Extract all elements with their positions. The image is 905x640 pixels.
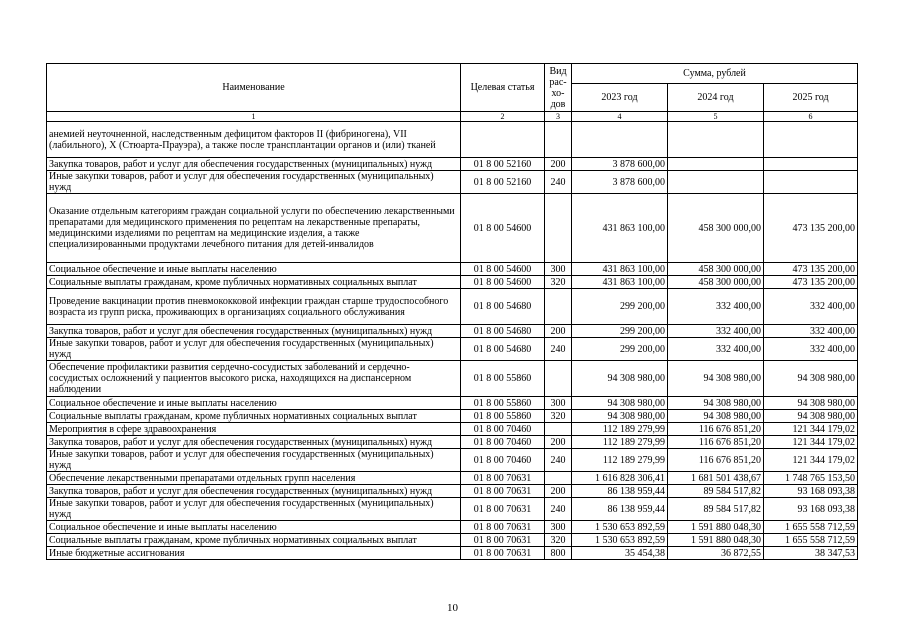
row-sum-2023: 3 878 600,00	[572, 171, 668, 194]
row-sum-2024: 458 300 000,00	[668, 263, 764, 276]
row-target-article: 01 8 00 55860	[461, 361, 545, 397]
row-sum-2024: 36 872,55	[668, 547, 764, 560]
table-row	[47, 338, 858, 361]
header-year-2024: 2024 год	[668, 84, 764, 112]
row-target-article: 01 8 00 70460	[461, 423, 545, 436]
row-expense-type: 240	[545, 449, 572, 472]
table-row	[47, 436, 858, 449]
row-expense-type: 800	[545, 547, 572, 560]
row-sum-2023: 1 530 653 892,59	[572, 521, 668, 534]
row-expense-type: 240	[545, 338, 572, 361]
row-sum-2025: 1 655 558 712,59	[764, 521, 858, 534]
row-sum-2025: 1 748 765 153,50	[764, 472, 858, 485]
row-sum-2024	[668, 171, 764, 194]
row-sum-2023: 299 200,00	[572, 325, 668, 338]
table-row	[47, 521, 858, 534]
row-sum-2024: 89 584 517,82	[668, 485, 764, 498]
table-row	[47, 410, 858, 423]
row-sum-2025: 93 168 093,38	[764, 498, 858, 521]
row-name: Иные закупки товаров, работ и услуг для обеспечения государственных (муниципальных) нужд	[47, 449, 461, 472]
row-sum-2025: 121 344 179,02	[764, 436, 858, 449]
row-sum-2024: 332 400,00	[668, 289, 764, 325]
table-row	[47, 194, 858, 263]
table-row	[47, 534, 858, 547]
row-sum-2023: 112 189 279,99	[572, 423, 668, 436]
row-expense-type: 200	[545, 436, 572, 449]
row-sum-2024: 332 400,00	[668, 338, 764, 361]
row-sum-2024: 94 308 980,00	[668, 410, 764, 423]
row-name: Социальное обеспечение и иные выплаты населению	[47, 521, 461, 534]
row-sum-2024: 332 400,00	[668, 325, 764, 338]
table-row	[47, 485, 858, 498]
row-sum-2023: 94 308 980,00	[572, 361, 668, 397]
row-expense-type: 200	[545, 158, 572, 171]
row-target-article: 01 8 00 70631	[461, 547, 545, 560]
row-expense-type: 200	[545, 325, 572, 338]
row-name: Оказание отдельным категориям граждан социальной услуги по обеспечению лекарственными препаратами для медицинского применения по рецептам на лекарственные препараты, медицинскими изделиями по рецептам на медицинские изделия, а также специализированными продуктами лечебного питания для детей-инвалидов	[47, 194, 461, 263]
row-expense-type: 240	[545, 171, 572, 194]
row-target-article: 01 8 00 54680	[461, 289, 545, 325]
row-sum-2024: 116 676 851,20	[668, 449, 764, 472]
col-index-3: 3	[545, 112, 572, 122]
row-target-article: 01 8 00 54600	[461, 194, 545, 263]
row-target-article: 01 8 00 52160	[461, 171, 545, 194]
row-target-article: 01 8 00 70631	[461, 498, 545, 521]
row-sum-2025: 332 400,00	[764, 325, 858, 338]
table-row	[47, 289, 858, 325]
row-target-article: 01 8 00 54600	[461, 263, 545, 276]
row-sum-2023: 86 138 959,44	[572, 485, 668, 498]
row-sum-2025: 94 308 980,00	[764, 410, 858, 423]
header-sum: Сумма, рублей	[572, 64, 858, 84]
row-expense-type	[545, 194, 572, 263]
col-index-6: 6	[764, 112, 858, 122]
row-name: Обеспечение лекарственными препаратами отдельных групп населения	[47, 472, 461, 485]
col-index-1: 1	[47, 112, 461, 122]
table-row	[47, 325, 858, 338]
row-expense-type: 320	[545, 410, 572, 423]
row-expense-type	[545, 423, 572, 436]
row-sum-2023: 94 308 980,00	[572, 397, 668, 410]
row-sum-2023: 299 200,00	[572, 289, 668, 325]
row-name: Иные закупки товаров, работ и услуг для обеспечения государственных (муниципальных) нужд	[47, 498, 461, 521]
table-row	[47, 423, 858, 436]
row-name: Иные бюджетные ассигнования	[47, 547, 461, 560]
row-sum-2025: 94 308 980,00	[764, 397, 858, 410]
table-row	[47, 498, 858, 521]
row-sum-2024: 94 308 980,00	[668, 397, 764, 410]
row-sum-2023: 1 616 828 306,41	[572, 472, 668, 485]
row-sum-2024: 458 300 000,00	[668, 276, 764, 289]
row-sum-2025: 121 344 179,02	[764, 449, 858, 472]
row-sum-2023: 299 200,00	[572, 338, 668, 361]
row-sum-2024: 116 676 851,20	[668, 423, 764, 436]
row-expense-type: 300	[545, 521, 572, 534]
row-sum-2025: 121 344 179,02	[764, 423, 858, 436]
row-expense-type	[545, 361, 572, 397]
row-name: Социальные выплаты гражданам, кроме публичных нормативных социальных выплат	[47, 410, 461, 423]
row-target-article: 01 8 00 55860	[461, 397, 545, 410]
row-sum-2024: 1 681 501 438,67	[668, 472, 764, 485]
row-target-article: 01 8 00 70631	[461, 534, 545, 547]
row-name: Закупка товаров, работ и услуг для обеспечения государственных (муниципальных) нужд	[47, 485, 461, 498]
row-name: Обеспечение профилактики развития сердечно-сосудистых заболеваний и сердечно-сосудистых осложнений у пациентов высокого риска, находящихся на диспансерном наблюдении	[47, 361, 461, 397]
row-sum-2023: 94 308 980,00	[572, 410, 668, 423]
row-sum-2025	[764, 171, 858, 194]
row-sum-2023: 112 189 279,99	[572, 449, 668, 472]
row-sum-2025: 473 135 200,00	[764, 276, 858, 289]
row-target-article: 01 8 00 52160	[461, 158, 545, 171]
table-row	[47, 449, 858, 472]
row-expense-type	[545, 122, 572, 158]
row-name: Закупка товаров, работ и услуг для обеспечения государственных (муниципальных) нужд	[47, 325, 461, 338]
row-sum-2024	[668, 122, 764, 158]
row-target-article: 01 8 00 70631	[461, 472, 545, 485]
row-sum-2025: 332 400,00	[764, 289, 858, 325]
row-target-article: 01 8 00 70631	[461, 521, 545, 534]
table-row	[47, 276, 858, 289]
row-sum-2024: 458 300 000,00	[668, 194, 764, 263]
row-sum-2025	[764, 122, 858, 158]
row-sum-2025: 473 135 200,00	[764, 194, 858, 263]
header-year-2023: 2023 год	[572, 84, 668, 112]
row-expense-type: 300	[545, 263, 572, 276]
row-sum-2025: 94 308 980,00	[764, 361, 858, 397]
row-sum-2025: 473 135 200,00	[764, 263, 858, 276]
row-expense-type	[545, 289, 572, 325]
row-sum-2024: 1 591 880 048,30	[668, 521, 764, 534]
row-name: Закупка товаров, работ и услуг для обеспечения государственных (муниципальных) нужд	[47, 436, 461, 449]
row-expense-type: 240	[545, 498, 572, 521]
row-expense-type: 300	[545, 397, 572, 410]
row-target-article: 01 8 00 54680	[461, 325, 545, 338]
row-name: Социальные выплаты гражданам, кроме публичных нормативных социальных выплат	[47, 276, 461, 289]
row-sum-2023: 112 189 279,99	[572, 436, 668, 449]
row-name: Социальное обеспечение и иные выплаты населению	[47, 397, 461, 410]
col-index-5: 5	[668, 112, 764, 122]
row-sum-2023: 431 863 100,00	[572, 263, 668, 276]
row-name: Проведение вакцинации против пневмококковой инфекции граждан старше трудоспособного возраста из групп риска, проживающих в организациях социального обслуживания	[47, 289, 461, 325]
table-row	[47, 263, 858, 276]
row-sum-2024	[668, 158, 764, 171]
row-sum-2025: 332 400,00	[764, 338, 858, 361]
row-target-article: 01 8 00 70460	[461, 436, 545, 449]
row-sum-2023: 431 863 100,00	[572, 194, 668, 263]
row-sum-2025: 1 655 558 712,59	[764, 534, 858, 547]
row-target-article: 01 8 00 54600	[461, 276, 545, 289]
row-expense-type: 320	[545, 534, 572, 547]
table-body	[47, 122, 858, 560]
col-index-2: 2	[461, 112, 545, 122]
row-name: Закупка товаров, работ и услуг для обеспечения государственных (муниципальных) нужд	[47, 158, 461, 171]
row-name: Мероприятия в сфере здравоохранения	[47, 423, 461, 436]
row-target-article: 01 8 00 54680	[461, 338, 545, 361]
row-sum-2023: 35 454,38	[572, 547, 668, 560]
col-index-4: 4	[572, 112, 668, 122]
row-expense-type: 320	[545, 276, 572, 289]
row-sum-2025: 93 168 093,38	[764, 485, 858, 498]
table-row	[47, 122, 858, 158]
row-sum-2024: 94 308 980,00	[668, 361, 764, 397]
header-year-2025: 2025 год	[764, 84, 858, 112]
header-name: Наименование	[47, 64, 461, 112]
table-row	[47, 397, 858, 410]
row-target-article	[461, 122, 545, 158]
table-row	[47, 547, 858, 560]
page-number: 10	[447, 602, 458, 614]
row-name: Социальные выплаты гражданам, кроме публичных нормативных социальных выплат	[47, 534, 461, 547]
row-expense-type: 200	[545, 485, 572, 498]
table-row	[47, 472, 858, 485]
table-row	[47, 361, 858, 397]
budget-table	[46, 63, 858, 560]
row-sum-2023	[572, 122, 668, 158]
row-sum-2023: 3 878 600,00	[572, 158, 668, 171]
row-target-article: 01 8 00 55860	[461, 410, 545, 423]
header-expense-type: Вид рас- хо- дов	[545, 64, 572, 112]
row-name: Иные закупки товаров, работ и услуг для обеспечения государственных (муниципальных) нужд	[47, 171, 461, 194]
row-sum-2023: 1 530 653 892,59	[572, 534, 668, 547]
row-sum-2024: 89 584 517,82	[668, 498, 764, 521]
row-sum-2023: 431 863 100,00	[572, 276, 668, 289]
row-name: Социальное обеспечение и иные выплаты населению	[47, 263, 461, 276]
row-sum-2024: 116 676 851,20	[668, 436, 764, 449]
row-sum-2023: 86 138 959,44	[572, 498, 668, 521]
row-name: анемией неуточненной, наследственным дефицитом факторов II (фибриногена), VII (лабильного), X (Стюарта-Прауэра), а также после трансплантации органов и (или) тканей	[47, 122, 461, 158]
table-row	[47, 158, 858, 171]
row-name: Иные закупки товаров, работ и услуг для обеспечения государственных (муниципальных) нужд	[47, 338, 461, 361]
row-sum-2024: 1 591 880 048,30	[668, 534, 764, 547]
row-sum-2025	[764, 158, 858, 171]
table-row	[47, 171, 858, 194]
header-target-article: Целевая статья	[461, 64, 545, 112]
row-expense-type	[545, 472, 572, 485]
row-target-article: 01 8 00 70631	[461, 485, 545, 498]
row-target-article: 01 8 00 70460	[461, 449, 545, 472]
row-sum-2025: 38 347,53	[764, 547, 858, 560]
